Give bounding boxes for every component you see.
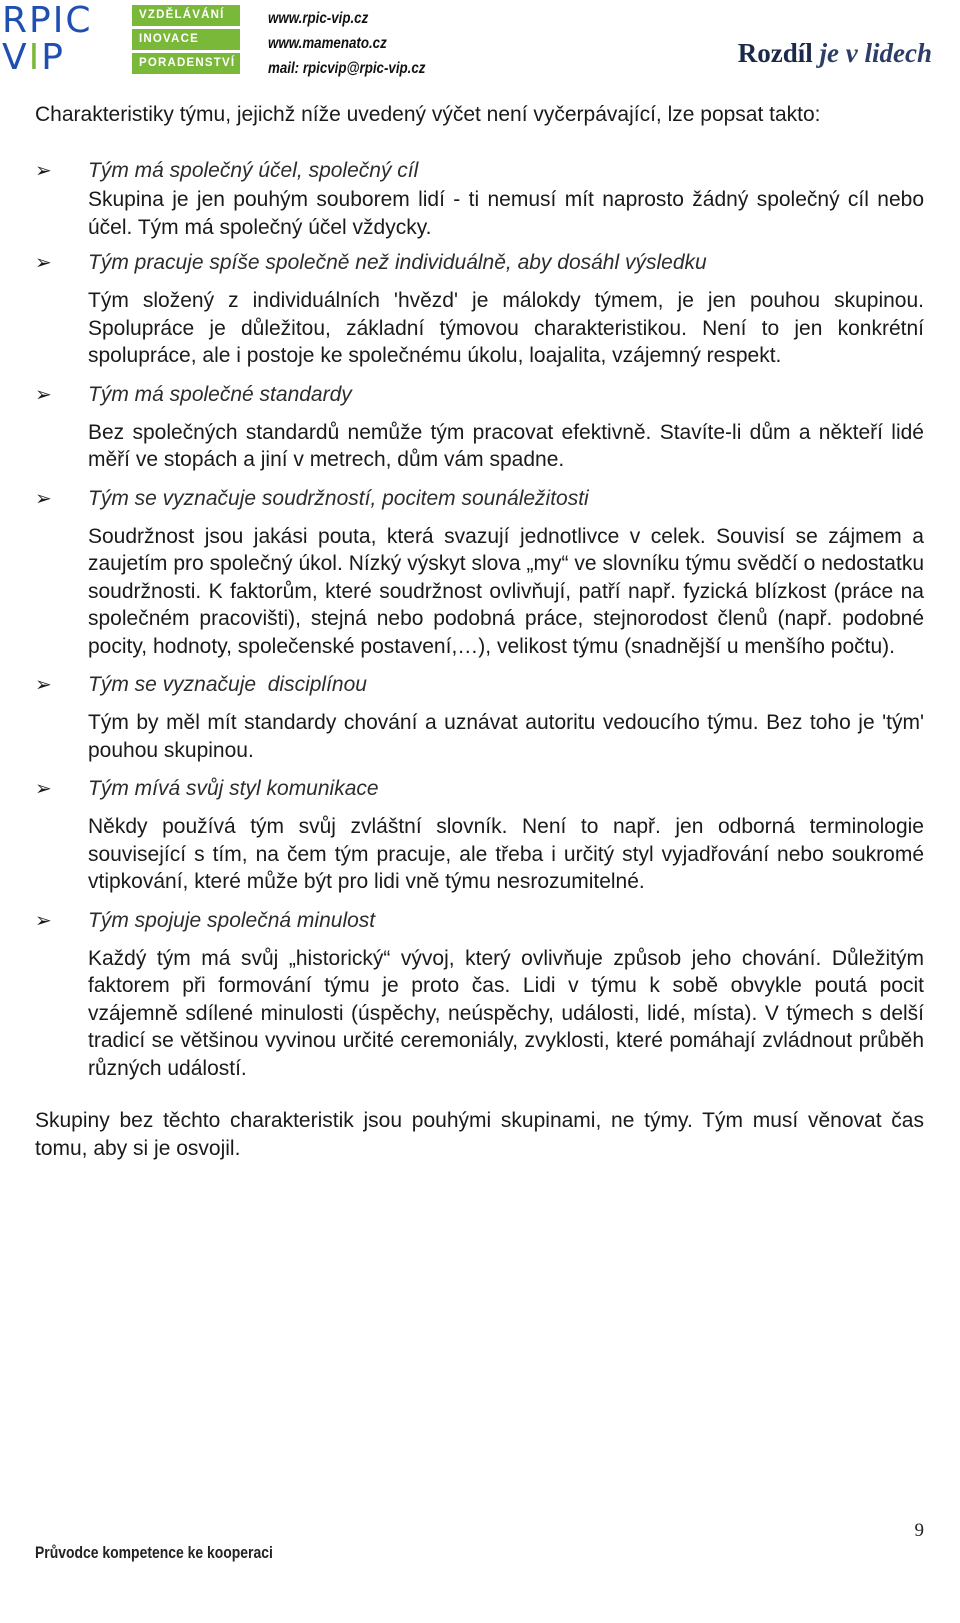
item-title: Tým spojuje společná minulost [88, 908, 376, 932]
footer-title: Průvodce kompetence ke kooperaci [35, 1543, 273, 1562]
item-text: Soudržnost jsou jakási pouta, která svazují jednotlivce v celek. Souvisí se zájmem a zaujetím pro společný úkol. Nízký výskyt slova „my“ ve slovníku týmu svědčí o nedostatku soudržnosti. K faktorům, které soudržnost ovlivňují, patří např. fyzická blízkost (práce na společném pracovišti), stejná nebo podobná práce, stejnorodost členů (např. podobné pocity, hodnoty, společenské postavení,…), velikost týmu (snadnější u menšího počtu). [88, 524, 924, 658]
tag-vzdelavani: VZDĚLÁVÁNÍ [132, 5, 240, 26]
item-text: Někdy používá tým svůj zvláštní slovník. Není to např. jen odborná terminologie související s tím, na čem tým pracuje, ale třeba i určitý styl vyjadřování nebo soukromé vtipkování, které může být pro lidi vně týmu nesrozumitelné. [88, 815, 924, 893]
tag-inovace: INOVACE [132, 29, 240, 50]
contact-block [268, 6, 451, 81]
arrow-bullet-icon: ➢ [35, 252, 52, 274]
item-title: Tým mívá svůj styl komunikace [88, 777, 379, 800]
item-title: Tým má společné standardy [88, 382, 352, 406]
website-rpic: www.rpic-vip.cz [268, 10, 369, 27]
arrow-bullet-icon: ➢ [35, 383, 52, 406]
arrow-bullet-icon: ➢ [35, 160, 52, 182]
item-title: Tým se vyznačuje disciplínou [88, 673, 367, 696]
intro-paragraph: Charakteristiky týmu, jejichž níže uvedený výčet není vyčerpávající, lze popsat takto: [35, 103, 821, 126]
item-text: Tým by měl mít standardy chování a uznávat autoritu vedoucího týmu. Bez toho je 'tým' pouhou skupinou. [88, 711, 924, 762]
list-item [35, 774, 924, 896]
slogan-plain: Rozdíl [737, 38, 820, 68]
item-title: Tým pracuje spíše společně než individuálně, aby dosáhl výsledku [88, 251, 707, 274]
arrow-bullet-icon: ➢ [35, 909, 52, 932]
logo-line-1 [2, 2, 114, 39]
item-text: Tým složený z individuálních 'hvězd' je málokdy týmem, je jen pouhou skupinou. Spolupráce je důležitou, základní týmovou charakteristikou. Není to jen konkrétní spolupráce, ale i postoje ke společnému úkolu, loajalita, vzájemný respekt. [88, 289, 924, 367]
logo-text-ic: IC [52, 0, 93, 41]
list-item [35, 906, 924, 1083]
page-header [0, 0, 960, 90]
website-mamenato: www.mamenato.cz [268, 35, 387, 52]
tag-poradenstvi: PORADENSTVÍ [132, 53, 240, 74]
page-number: 9 [914, 1520, 924, 1541]
list-item [35, 248, 924, 370]
arrow-bullet-icon: ➢ [35, 674, 52, 696]
item-text: Skupina je jen pouhým souborem lidí - ti nemusí mít naprosto žádný společný cíl nebo účel. Tým má společný účel vždycky. [88, 188, 924, 239]
logo-line-2 [2, 39, 114, 76]
slogan [738, 38, 932, 69]
list-item [35, 670, 924, 764]
closing-paragraph: Skupiny bez těchto charakteristik jsou pouhými skupinami, ne týmy. Tým musí věnovat čas tomu, aby si je osvojil. [35, 1109, 924, 1160]
contact-email: mail: rpicvip@rpic-vip.cz [268, 60, 426, 77]
list-item [35, 156, 924, 241]
document-body [35, 100, 924, 1163]
list-item [35, 380, 924, 474]
list-item [35, 484, 924, 661]
arrow-bullet-icon: ➢ [35, 778, 52, 800]
item-text: Bez společných standardů nemůže tým pracovat efektivně. Stavíte-li dům a někteří lidé měří ve stopách a jiní v metrech, dům vám spadne. [88, 420, 924, 471]
item-title: Tým má společný účel, společný cíl [88, 159, 419, 182]
slogan-italic: je v lidech [819, 38, 932, 68]
item-title: Tým se vyznačuje soudržností, pocitem sounáležitosti [88, 486, 589, 510]
logo-text-rp: RP [2, 0, 53, 41]
logo-text-v: V [2, 37, 29, 78]
rpic-vip-logo [2, 2, 114, 78]
arrow-bullet-icon: ➢ [35, 487, 52, 510]
logo-text-i: I [28, 37, 42, 78]
tagline-bars [132, 5, 240, 77]
logo-text-p: P [41, 37, 65, 78]
item-text: Každý tým má svůj „historický“ vývoj, který ovlivňuje způsob jeho chování. Důležitým faktorem při formování týmu je proto čas. Lidi v týmu k sobě obvykle poutá pocit vzájemně sdílené minulosti (úspěchy, neúspěchy, události, lidé, místa). V týmech s delší tradicí se většinou vyvinou určité ceremoniály, zvyklosti, které pomáhají zvládnout průběh různých událostí. [88, 946, 924, 1080]
